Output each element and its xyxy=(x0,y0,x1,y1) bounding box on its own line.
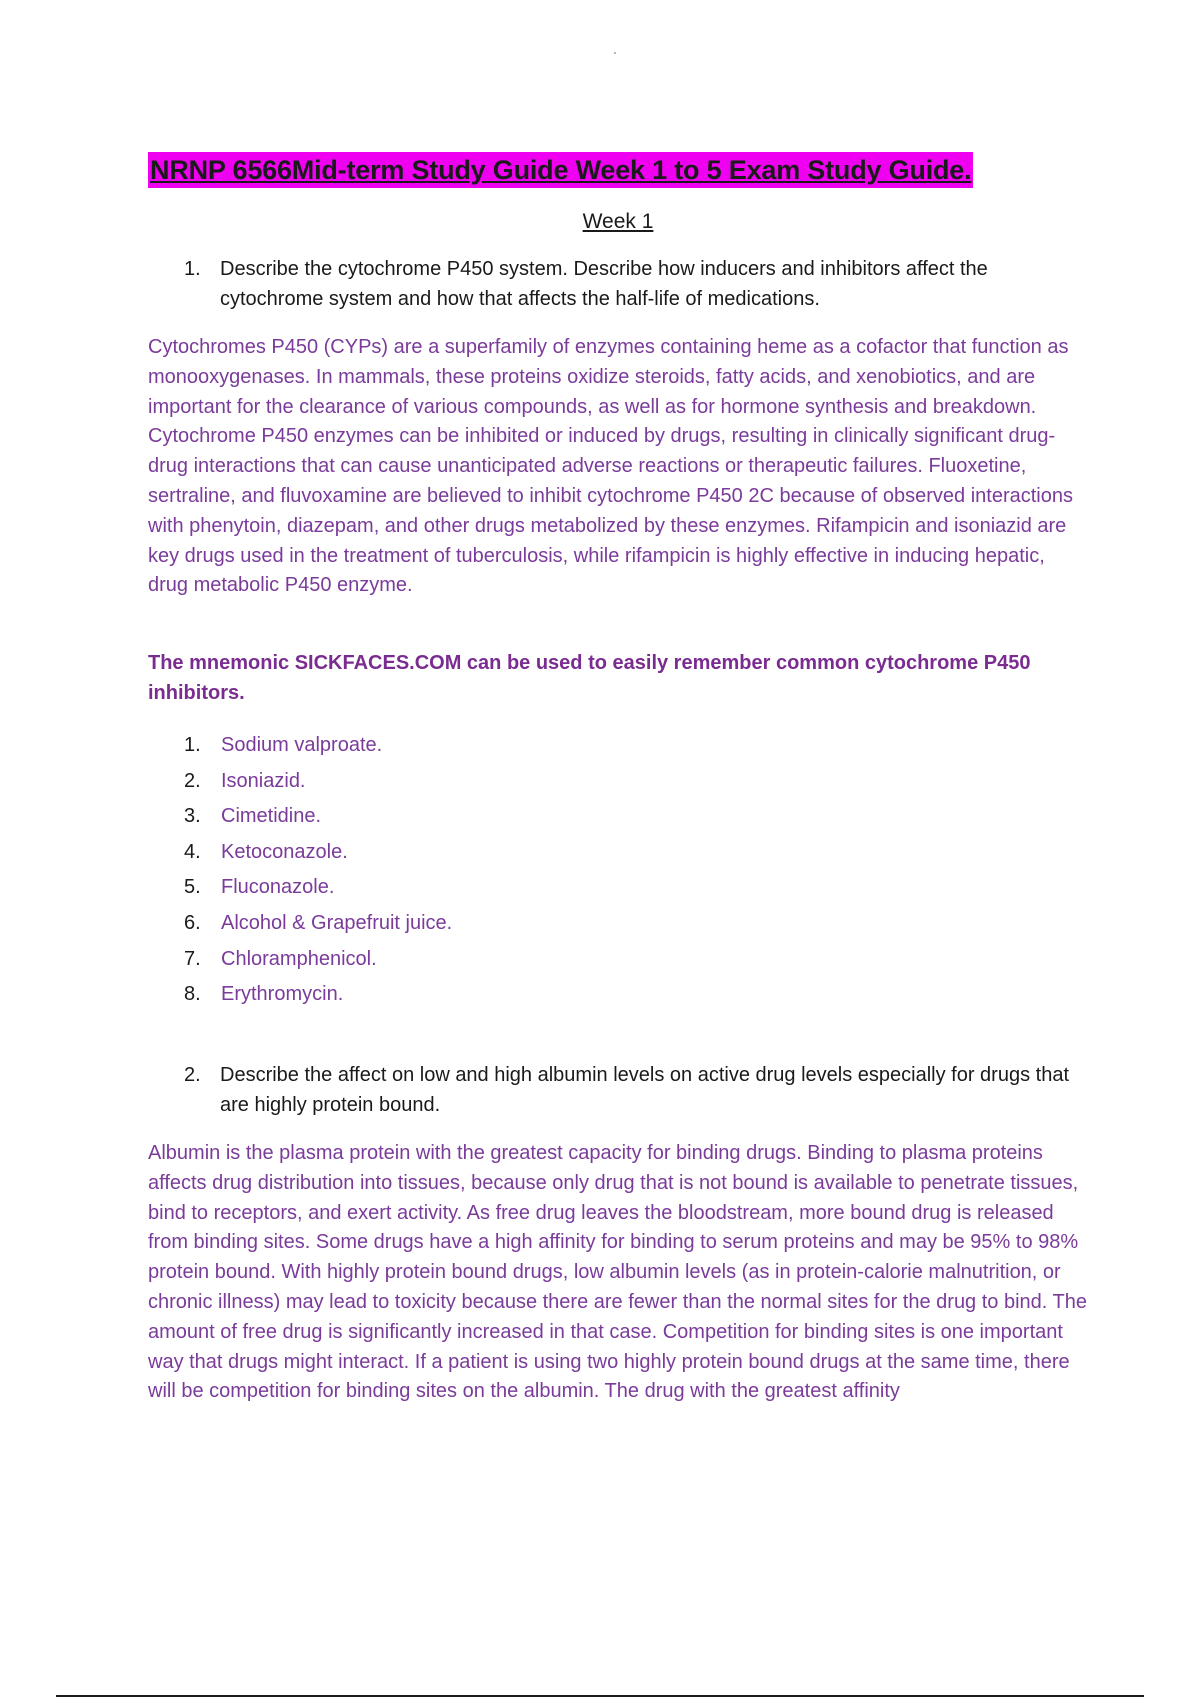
list-item-number: 2. xyxy=(184,769,201,792)
question-1 xyxy=(184,254,1084,314)
document-title-block xyxy=(148,152,973,188)
list-item-text: Chloramphenicol. xyxy=(221,947,377,970)
list-item-text: Cimetidine. xyxy=(221,805,322,828)
list-item-number: 8. xyxy=(184,983,201,1006)
question-number: 1. xyxy=(184,258,201,280)
answer-1-paragraph: Cytochromes P450 (CYPs) are a superfamily of enzymes containing heme as a cofactor that function as monooxygenases. In mammals, these proteins oxidize steroids, fatty acids, and xenobiotics, and are important for the clearance of various compounds, as well as for hormone synthesis and breakdown. Cytochrome P450 enzymes can be inhibited or induced by drugs, resulting in clinically significant drug-drug interactions that can cause unanticipated adverse reactions or therapeutic failures. Fluoxetine, sertraline, and fluvoxamine are believed to inhibit cytochrome P450 2C because of observed interactions with phenytoin, diazepam, and other drugs metabolized by these enzymes. Rifampicin and isoniazid are key drugs used in the treatment of tuberculosis, while rifampicin is highly effective in inducing hepatic, drug metabolic P450 enzyme. xyxy=(148,336,1073,597)
week-heading: Week 1 xyxy=(582,210,654,233)
list-item-text: Sodium valproate. xyxy=(221,734,383,756)
list-item xyxy=(184,942,452,978)
list-item-text: Alcohol & Grapefruit juice. xyxy=(221,911,453,934)
list-item-number: 4. xyxy=(184,840,201,863)
list-item-text: Ketoconazole. xyxy=(221,840,348,863)
list-item-number: 7. xyxy=(184,947,201,970)
answer-2-paragraph: Albumin is the plasma protein with the greatest capacity for binding drugs. Binding to plasma proteins affects drug distribution into tissues, because only drug that is not bound is available to penetrate tissues, bind to receptors, and exert activity. As free drug leaves the bloodstream, more bound drug is released from binding sites. Some drugs have a high affinity for binding to serum proteins and may be 95% to 98% protein bound. With highly protein bound drugs, low albumin levels (as in protein-calorie malnutrition, or chronic illness) may lead to toxicity because there are fewer than the normal sites for the drug to bind. The amount of free drug is significantly increased in that case. Competition for binding sites is one important way that drugs might interact. If a patient is using two highly protein bound drugs at the same time, there will be competition for binding sites on the albumin. The drug with the greatest affinity xyxy=(148,1142,1088,1403)
list-item-text: Fluconazole. xyxy=(221,876,335,899)
list-item xyxy=(184,764,452,800)
list-item xyxy=(184,835,452,871)
list-item-text: Isoniazid. xyxy=(221,769,306,792)
question-text: Describe the affect on low and high albumin levels on active drug levels especially for drugs that are highly protein bound. xyxy=(220,1064,1069,1116)
list-item-number: 1. xyxy=(184,734,201,756)
document-title: NRNP 6566Mid-term Study Guide Week 1 to 5 Exam Study Guide. xyxy=(148,152,973,188)
question-number: 2. xyxy=(184,1064,201,1086)
inhibitor-list xyxy=(184,728,452,1013)
list-item xyxy=(184,799,452,835)
list-item xyxy=(184,728,452,764)
page-marker-dot xyxy=(614,52,616,54)
question-2 xyxy=(184,1060,1084,1120)
list-item xyxy=(184,870,452,906)
list-item xyxy=(184,906,452,942)
list-item-number: 5. xyxy=(184,876,201,899)
mnemonic-paragraph: The mnemonic SICKFACES.COM can be used to easily remember common cytochrome P450 inhibitors. xyxy=(148,652,1031,704)
list-item xyxy=(184,977,452,1013)
list-item-number: 6. xyxy=(184,911,201,934)
list-item-number: 3. xyxy=(184,805,201,828)
question-text: Describe the cytochrome P450 system. Describe how inducers and inhibitors affect the cytochrome system and how that affects the half-life of medications. xyxy=(220,258,988,310)
footer-divider xyxy=(56,1695,1144,1697)
list-item-text: Erythromycin. xyxy=(221,983,344,1006)
